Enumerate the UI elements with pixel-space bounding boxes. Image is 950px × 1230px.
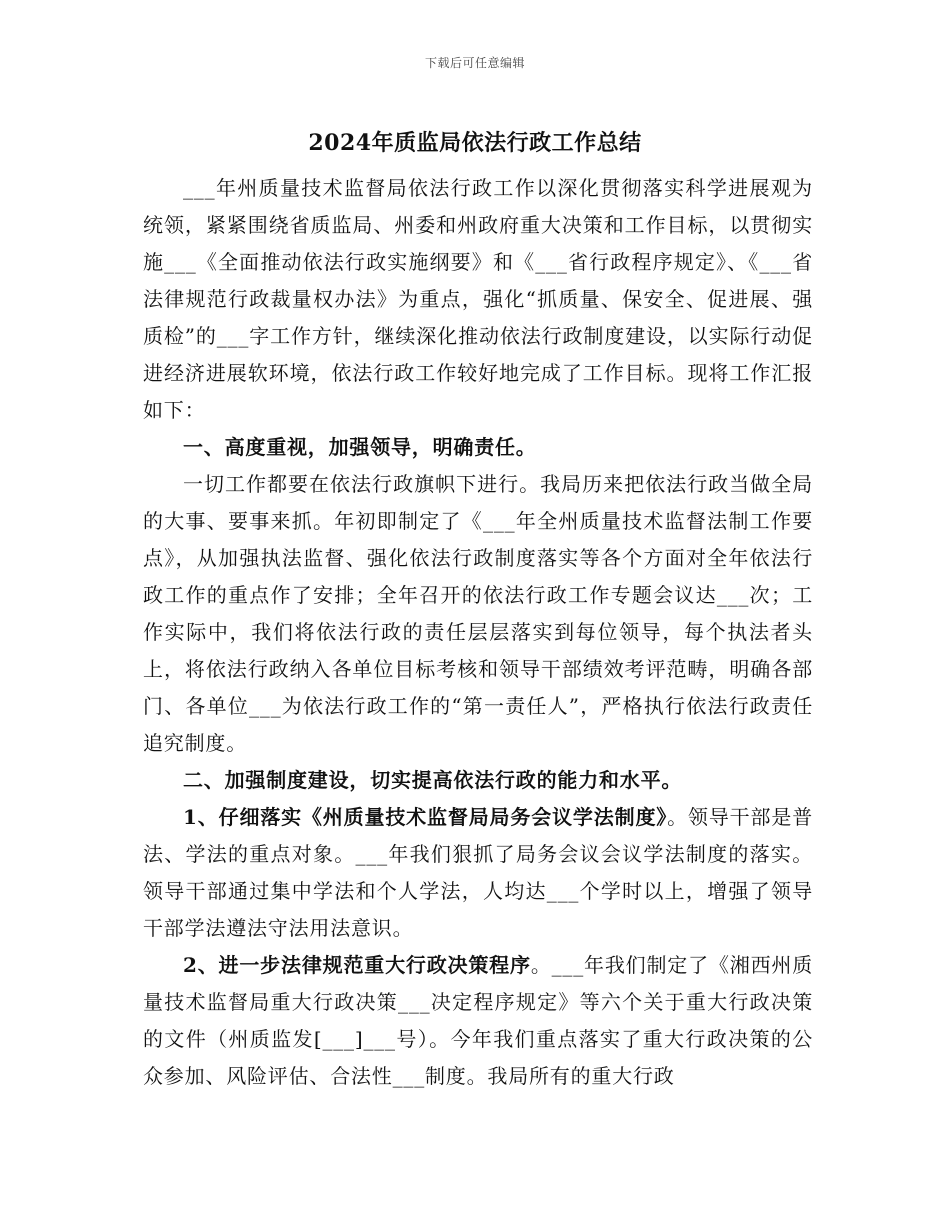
header-note: 下载后可任意编辑	[424, 56, 525, 70]
section-1-paragraph: 一切工作都要在依法行政旗帜下进行。我局历来把依法行政当做全局的大事、要事来抓。年初即制定了《___年全州质量技术监督法制工作要点》，从加强执法监督、强化依法行政制度落实等各个方面对全年依法行政工作的重点作了安排；全年召开的依法行政工作专题会议达___次；工作实际中，我们将依法行政的责任层层落实到每位领导，每个执法者头上，将依法行政纳入各单位目标考核和领导干部绩效考评范畴，明确各部门、各单位___为依法行政工作的“第一责任人”，严格执行依法行政责任追究制度。	[143, 472, 813, 755]
item-1-paragraph	[143, 799, 813, 947]
section-heading-2: 二、加强制度建设，切实提高依法行政的能力和水平。	[183, 768, 683, 792]
document-body	[143, 170, 813, 1095]
item-2-lead: 2、进一步法律规范重大行政决策程序	[183, 953, 531, 977]
item-1-lead: 1、仔细落实《州质量技术监督局局务会议学法制度》	[183, 805, 668, 829]
section-heading-1: 一、高度重视，加强领导，明确责任。	[183, 435, 537, 459]
item-1-text: 。领导干部是普法、学法的重点对象。___年我们狠抓了局务会议会议学法制度的落实。领导干部通过集中学法和个人学法，人均达___个学时以上，增强了领导干部学法遵法守法用法意识。	[143, 805, 813, 940]
item-2-paragraph	[143, 947, 813, 1095]
intro-paragraph: ___年州质量技术监督局依法行政工作以深化贯彻落实科学进展观为统领，紧紧围绕省质监局、州委和州政府重大决策和工作目标，以贯彻实施___《全面推动依法行政实施纲要》和《___省行政程序规定》、《___省法律规范行政裁量权办法》为重点，强化“抓质量、保安全、促进展、强质检”的___字工作方针，继续深化推动依法行政制度建设，以实际行动促进经济进展软环境，依法行政工作较好地完成了工作目标。现将工作汇报如下：	[143, 176, 813, 422]
document-title: 2024年质监局依法行政工作总结	[308, 130, 642, 156]
item-2-text: 。___年我们制定了《湘西州质量技术监督局重大行政决策___决定程序规定》等六个关于重大行政决策的文件（州质监发[___]___号）。今年我们重点落实了重大行政决策的公众参加、风险评估、合法性___制度。我局所有的重大行政	[143, 953, 814, 1088]
